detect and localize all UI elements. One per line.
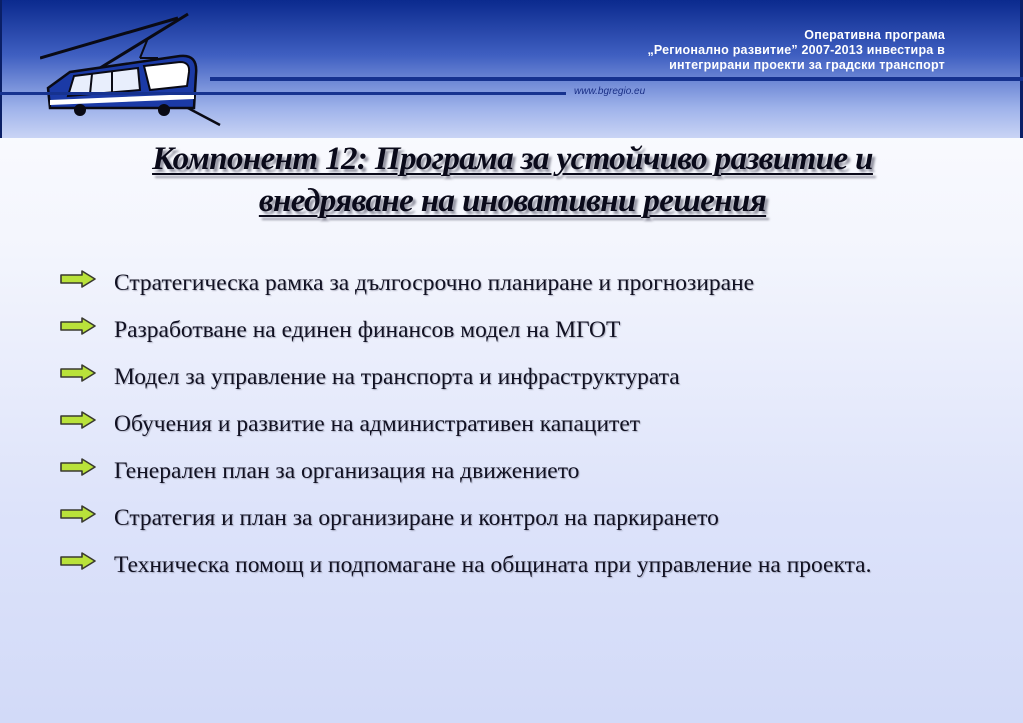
list-item-text: Обучения и развитие на административен капацитет: [114, 411, 641, 437]
program-caption: [425, 28, 945, 73]
list-item-text: Генерален план за организация на движението: [114, 458, 580, 484]
slide-title-line-1: Компонент 12: Програма за устойчиво развитие и: [152, 141, 873, 177]
program-line-1: Оперативна програма: [804, 28, 945, 42]
header-divider-bottom: [0, 92, 566, 95]
program-line-2: „Регионално развитие” 2007-2013 инвестира в: [647, 43, 945, 57]
list-item-text: Техническа помощ и подпомагане на общината при управление на проекта.: [114, 552, 872, 578]
arrow-right-icon: [60, 270, 96, 288]
list-item-text: Разработване на единен финансов модел на МГОТ: [114, 317, 621, 343]
arrow-right-icon: [60, 364, 96, 382]
arrow-right-icon: [60, 458, 96, 476]
slide-title: [40, 138, 985, 222]
list-item-text: Модел за управление на транспорта и инфраструктурата: [114, 364, 680, 390]
slide-title-line-2: внедряване на иновативни решения: [258, 183, 767, 219]
tram-icon: [40, 10, 230, 135]
program-line-3: интегрирани проекти за градски транспорт: [669, 58, 945, 72]
header-banner: [0, 0, 1023, 138]
list-item-text: Стратегия и план за организиране и контрол на паркирането: [114, 505, 719, 531]
arrow-right-icon: [60, 411, 96, 429]
header-left-edge: [0, 0, 2, 138]
list-item-text: Стратегическа рамка за дългосрочно планиране и прогнозиране: [114, 270, 755, 296]
arrow-right-icon: [60, 505, 96, 523]
header-divider-top: [210, 77, 1023, 81]
arrow-right-icon: [60, 552, 96, 570]
website-link[interactable]: www.bgregio.eu: [574, 86, 646, 97]
arrow-right-icon: [60, 317, 96, 335]
